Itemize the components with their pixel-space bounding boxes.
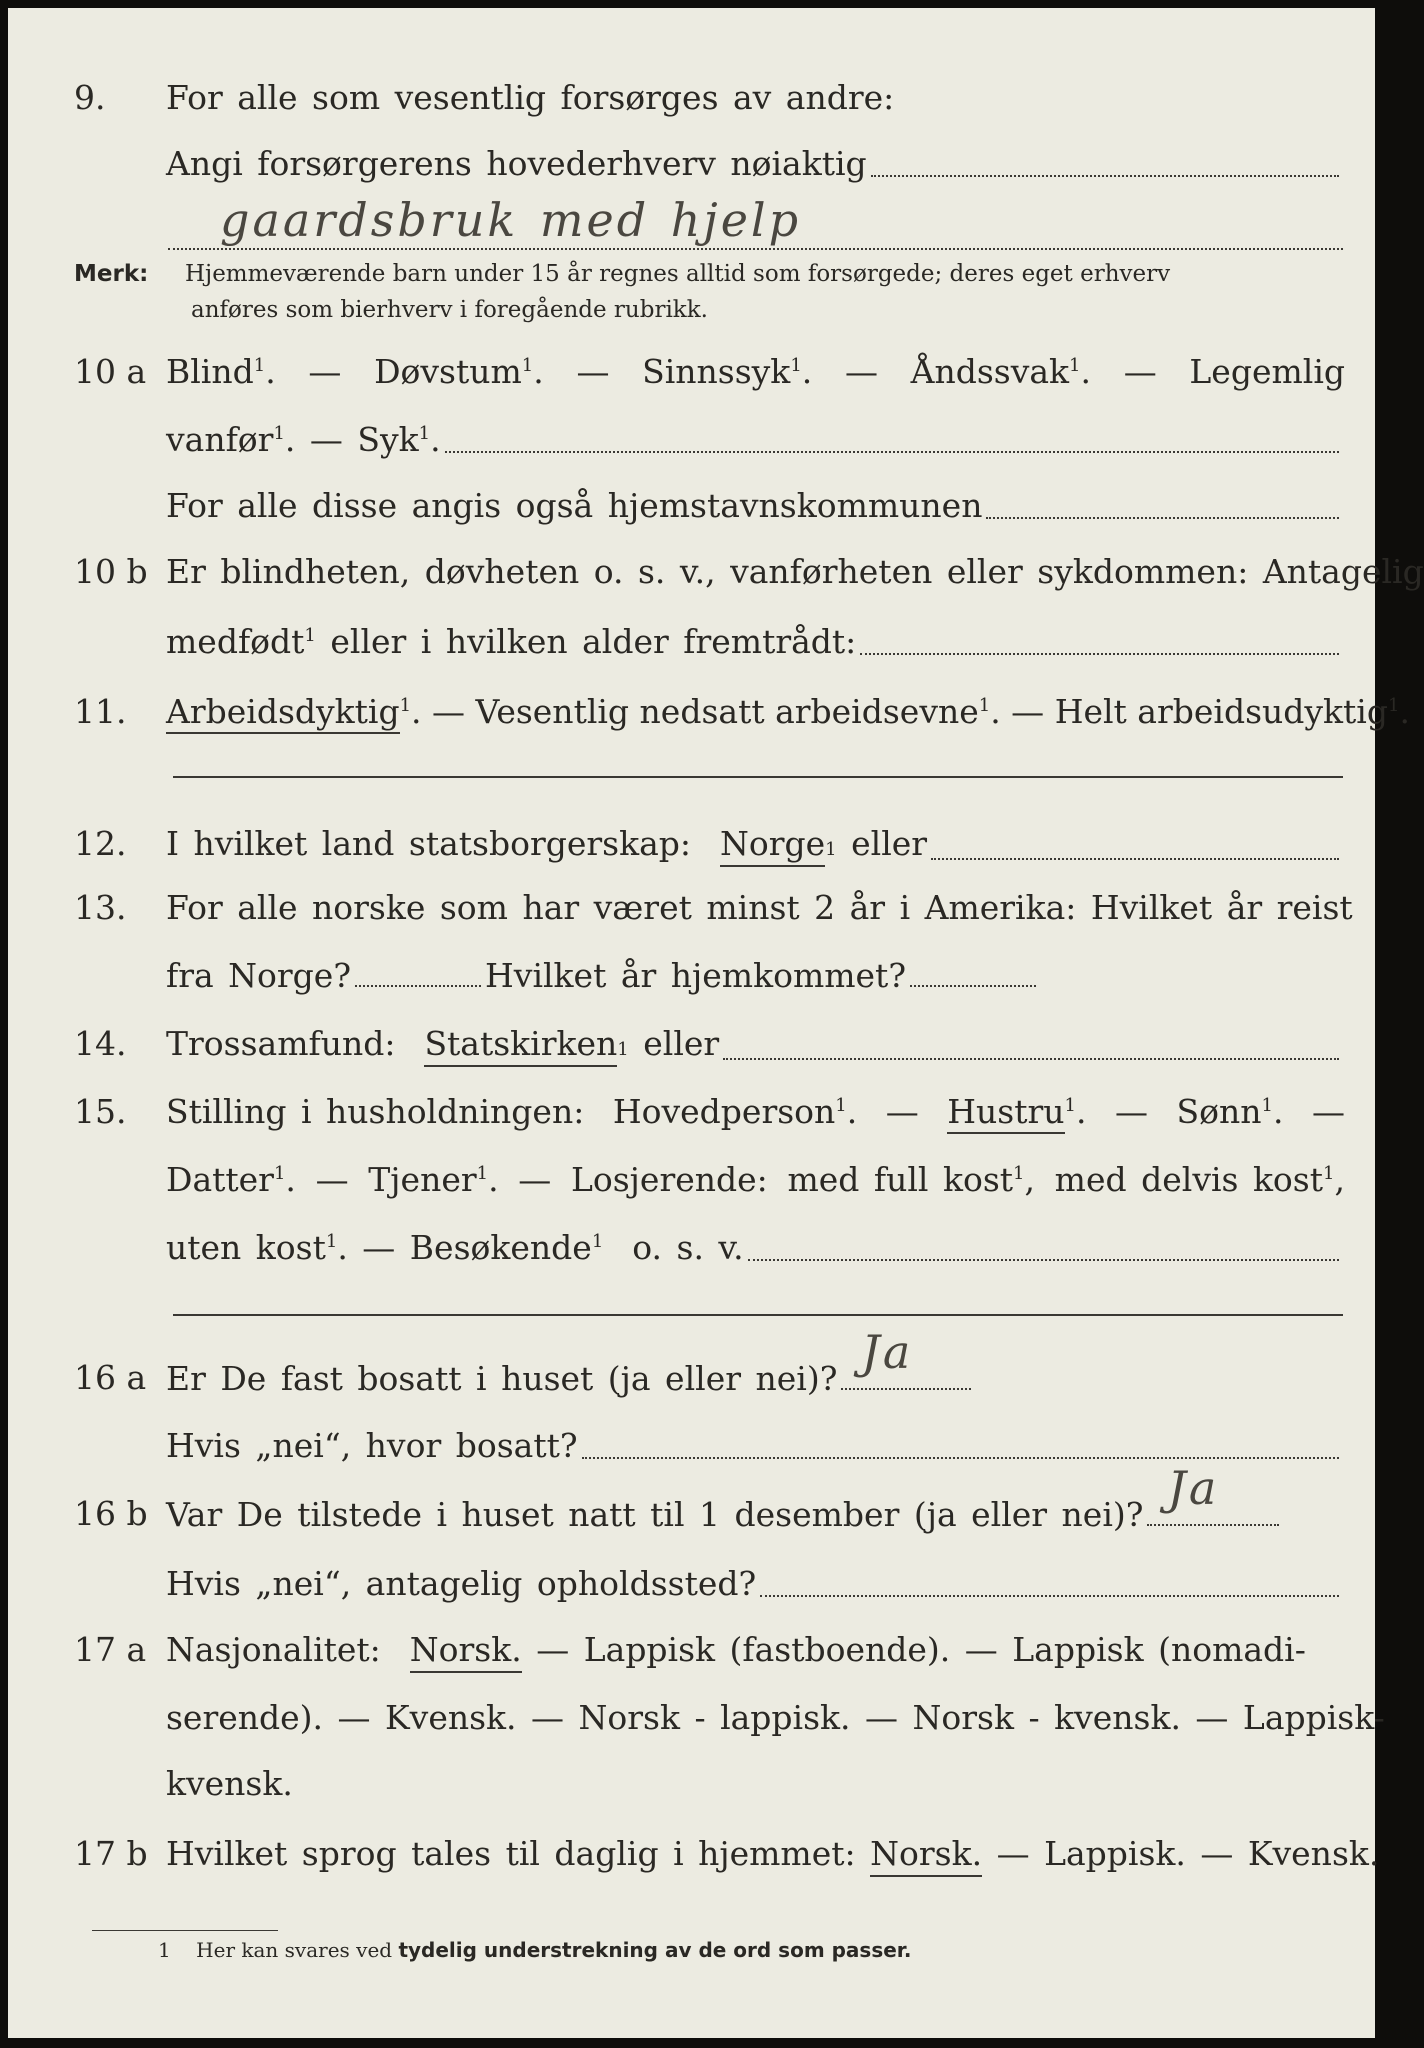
q15-hovedperson: Hovedperson (612, 1092, 836, 1131)
q12-number: 12. (74, 824, 127, 863)
q16b-opholdssted: Hvis „nei“, antagelig opholdssted? (166, 1564, 757, 1603)
q10b-text1: Er blindheten, døvheten o. s. v., vanførheten eller sykdommen: Antagelig (166, 552, 1424, 591)
q16a-answer-field[interactable] (841, 1325, 971, 1390)
q10a-andssvak: Åndssvak (910, 352, 1070, 391)
q15-losjerende: Losjerende: (570, 1160, 768, 1199)
q11-udyktig: Helt arbeidsudyktig (1054, 692, 1388, 731)
q14-label: Trossamfund: (166, 1024, 396, 1063)
q16a-question: Er De fast bosatt i huset (ja eller nei)? (166, 1359, 838, 1398)
q9-text2: Angi forsørgerens hovederhverv nøiaktig (166, 144, 867, 183)
footnote-plain: Her kan svares ved (196, 1938, 393, 1962)
q15-tjener: Tjener (368, 1160, 477, 1199)
q13-reist: fra Norge? (166, 956, 352, 995)
q14-number: 14. (74, 1024, 127, 1063)
q15-sonn: Sønn (1176, 1092, 1262, 1131)
q13-reist-dots[interactable] (355, 985, 481, 987)
q9-handwritten-answer: gaardsbruk med hjelp (220, 193, 802, 247)
q13-text1: For alle norske som har været minst 2 år i Amerika: Hvilket år reist (166, 888, 1353, 927)
q12-norge: Norge (720, 824, 825, 867)
q12-eller: eller (851, 824, 928, 863)
q11-divider (173, 776, 1343, 778)
q9-handwritten-line (8, 193, 1375, 252)
q10a-sinnssyk: Sinnssyk (642, 352, 791, 391)
q16a-answer: Ja (861, 1325, 914, 1379)
footnote-rule (92, 1930, 278, 1931)
q10a-dots2[interactable] (986, 517, 1339, 519)
q15-hustru: Hustru (947, 1092, 1064, 1134)
q11-arbeidsdyktig: Arbeidsdyktig (166, 692, 400, 734)
q16a-dots[interactable] (582, 1457, 1339, 1459)
q15-delvis-kost: med delvis kost (1054, 1160, 1323, 1199)
q17b-number: 17 b (74, 1834, 148, 1873)
q10b-number: 10 b (74, 552, 148, 591)
q17b-label: Hvilket sprog tales til daglig i hjemmet: (166, 1834, 856, 1873)
q15-datter: Datter (166, 1160, 274, 1199)
q16a-number: 16 a (74, 1358, 147, 1397)
q10a-hjemstavn: For alle disse angis også hjemstavnskommunen (166, 486, 983, 525)
q16a-bosatt: Hvis „nei“, hvor bosatt? (166, 1426, 578, 1465)
q16b-dots[interactable] (760, 1595, 1339, 1597)
q9-text1: For alle som vesentlig forsørges av andre: (166, 78, 895, 117)
q11-number: 11. (74, 692, 127, 731)
census-form-page: 9. For alle som vesentlig forsørges av andre: Angi forsørgerens hovederhverv nøiaktig gaardsbruk med hjelp Merk: Hjemmeværende barn under 15 år regnes alltid som forsørgede; deres eget erhverv anføres som bierhverv i foregående rubrikk. 10 a Blind$^1$. — Døvstum$^1$. — Sinnssyk$^1$. — Åndssvak$^1$. — Legemlig vanfør$^1$. — Syk$^1$. For alle disse angis også hjemstavnskommunen 10 b Er blindheten, døvheten o. s. v., vanførheten eller sykdommen: Antagelig medfødt$^1$ eller i hvilken alder fremtrådt: 11. Arbeidsdyktig$^1$. — Vesentlig nedsatt arbeidsevne$^1$. — Helt arbeidsudyktig$^1$. 12. I hvilket land statsborgerskap: Norge 1 eller 13. For alle norske som har været minst 2 år i Amerika: Hvilket år reist fra Norge? Hvilket år hjemkommet? 14. Trossamfund: Statskirken 1 eller 15. Stilling i husholdningen: Hovedperson$^1$. — Hustru$^1$. — Sønn$^1$. — Datter$^1$. — Tjener$^1$. — Losjerende: med full kost$^1$, med delvis kost$^1$, uten kost$^1$. — Besøkende$^1$ o. s. v. 16 a Er De fast bosatt i huset (ja eller nei)? Ja Hvis „nei“, hvor bosatt? 16 b Var De tilstede i huset natt til 1 desember (ja eller nei)? Ja Hvis „nei“, antagelig opholdssted? 17 a Nasjonalitet: Norsk. — Lappisk (fastboende). — Lappisk (nomadi- serende). — Kvensk. — Norsk - lappisk. — Norsk - kvensk. — Lappisk- kvensk. 17 b Hvilket sprog tales til daglig i hjemmet: Norsk. — Lappisk. — Kvensk. 1 Her kan svares ved tydelig understrekning av de ord som passer. (8, 8, 1375, 2038)
q15-uten-kost: uten kost (166, 1228, 326, 1267)
q10a-dovstum: Døvstum (374, 352, 522, 391)
q17b-rest: — Lappisk. — Kvensk. (996, 1834, 1380, 1873)
q10a-legemlig: Legemlig (1189, 352, 1345, 391)
q12-label: I hvilket land statsborgerskap: (166, 824, 692, 863)
q10a-syk: Syk (357, 420, 419, 459)
q17a-label: Nasjonalitet: (166, 1630, 381, 1669)
q16b-answer-field[interactable] (1147, 1461, 1279, 1526)
footnote (158, 1938, 911, 1962)
q15-divider (173, 1314, 1343, 1316)
q10b-alder: eller i hvilken alder fremtrådt: (330, 622, 857, 661)
merk-label: Merk: (74, 261, 149, 287)
q17b-norsk: Norsk. (870, 1834, 982, 1877)
q17a-number: 17 a (74, 1630, 147, 1669)
merk-text2: anføres som bierhverv i foregående rubrikk. (191, 297, 708, 323)
q17a-norsk: Norsk. (410, 1630, 522, 1673)
q15-osv: o. s. v. (632, 1228, 744, 1267)
q13-hjem-dots[interactable] (910, 985, 1036, 987)
q15-full-kost: med full kost (787, 1160, 1014, 1199)
q13-number: 13. (74, 888, 127, 927)
q17a-text2: serende). — Kvensk. — Norsk - lappisk. — Norsk - kvensk. — Lappisk- (166, 1698, 1385, 1737)
q15-number: 15. (74, 1092, 127, 1131)
q10b-dots[interactable] (860, 653, 1339, 655)
q15-dots[interactable] (748, 1259, 1339, 1261)
q9-answer-dots[interactable] (871, 175, 1339, 177)
q14-eller: eller (643, 1024, 720, 1063)
q11-nedsatt: Vesentlig nedsatt arbeidsevne (475, 692, 979, 731)
q10a-number: 10 a (74, 352, 147, 391)
q10a-blind: Blind (166, 352, 254, 391)
q10a-vanfor: vanfør (166, 420, 274, 459)
q15-label: Stilling i husholdningen: (166, 1092, 585, 1131)
q14-dots[interactable] (723, 1058, 1339, 1060)
footnote-bold: tydelig understrekning av de ord som passer. (398, 1938, 912, 1962)
footnote-marker: 1 (158, 1938, 171, 1962)
q17a-rest1: — Lappisk (fastboende). — Lappisk (nomadi- (536, 1630, 1306, 1669)
q15-besokende: Besøkende (409, 1228, 592, 1267)
q13-hjemkommet: Hvilket år hjemkommet? (485, 956, 907, 995)
q9-number: 9. (74, 78, 106, 117)
q12-dots[interactable] (931, 858, 1339, 860)
q14-statskirken: Statskirken (424, 1024, 617, 1067)
q16b-number: 16 b (74, 1494, 148, 1533)
q16b-answer: Ja (1167, 1461, 1220, 1515)
q17a-text3: kvensk. (166, 1764, 293, 1803)
q16b-question: Var De tilstede i huset natt til 1 desember (ja eller nei)? (166, 1495, 1144, 1534)
q10a-dots1[interactable] (445, 451, 1339, 453)
q10b-medfodt: medfødt (166, 622, 305, 661)
merk-text1: Hjemmeværende barn under 15 år regnes alltid som forsørgede; deres eget erhverv (185, 261, 1171, 287)
